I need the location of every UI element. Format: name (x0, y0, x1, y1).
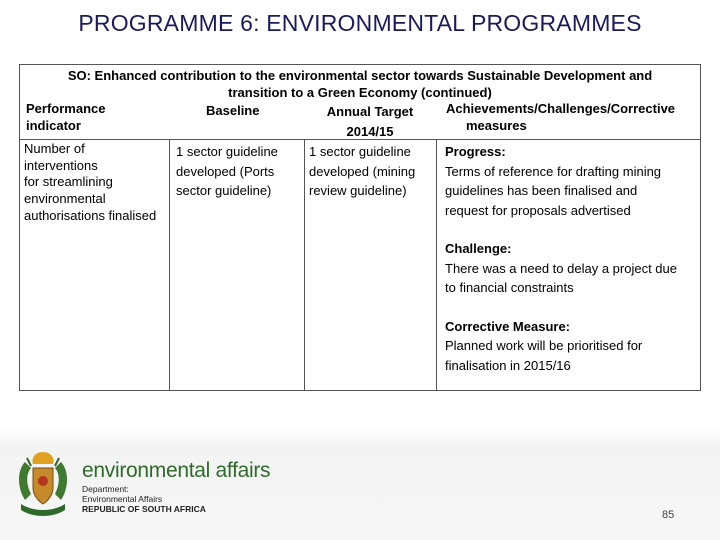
progress-label: Progress: (445, 144, 506, 159)
header-performance-line1: Performance (26, 101, 106, 116)
brand-name: environmental affairs (82, 459, 271, 482)
corrective-block (445, 317, 699, 376)
cell-line: 1 sector guideline (176, 144, 278, 159)
header-divider (20, 139, 700, 140)
cell-line: Terms of reference for drafting mining (445, 163, 662, 179)
column-divider (436, 139, 437, 391)
cell-line: review guideline) (309, 183, 407, 198)
cell-line: request for proposals advertised (445, 202, 631, 218)
header-performance-indicator (26, 100, 105, 134)
header-annual-target (304, 102, 436, 142)
column-divider (304, 139, 305, 391)
cell-line: 1 sector guideline (309, 144, 411, 159)
challenge-label: Challenge: (445, 241, 512, 256)
header-annual-target-line1: Annual Target (326, 104, 414, 119)
cell-line: interventions (24, 157, 98, 173)
republic-label: REPUBLIC OF SOUTH AFRICA (82, 504, 206, 514)
dept-label: Department: (82, 484, 129, 494)
header-performance-line2: indicator (26, 118, 81, 133)
cell-line: authorisations finalised (24, 207, 157, 223)
header-achievements (446, 100, 675, 134)
cell-line: guidelines has been finalised and (445, 183, 638, 198)
challenge-block (445, 239, 699, 298)
coat-of-arms-icon (11, 448, 76, 520)
cell-annual-target (309, 142, 435, 201)
cell-line: developed (mining (309, 163, 416, 179)
progress-block (445, 142, 699, 220)
slide-title: PROGRAMME 6: ENVIRONMENTAL PROGRAMMES (78, 10, 642, 36)
cell-line: developed (Ports (176, 163, 275, 179)
cell-line: environmental (24, 191, 106, 207)
header-achievements-line1: Achievements/Challenges/Corrective (446, 101, 676, 116)
cell-line: for streamlining (24, 174, 113, 190)
department-block (82, 484, 206, 514)
cell-baseline (176, 142, 302, 201)
dept-name: Environmental Affairs (82, 494, 163, 504)
so-title-line1: SO: Enhanced contribution to the environmental sector towards Sustainable Development and (67, 68, 653, 83)
cell-line: Planned work will be prioritised for (445, 338, 643, 353)
so-title-line2: transition to a Green Economy (continued) (228, 85, 492, 100)
results-table (19, 64, 701, 391)
cell-line: sector guideline) (176, 183, 272, 198)
cell-line: to financial constraints (445, 280, 574, 295)
cell-line: finalisation in 2015/16 (445, 357, 571, 373)
cell-performance-indicator (24, 141, 167, 225)
cell-achievements (445, 142, 699, 394)
header-annual-target-line2: 2014/15 (346, 124, 394, 139)
strategic-objective-title (20, 67, 700, 101)
cell-line: Number of (24, 141, 85, 156)
header-achievements-line2: measures (466, 118, 527, 133)
footer-band (0, 426, 720, 540)
cell-line: There was a need to delay a project due (445, 260, 677, 276)
header-baseline: Baseline (206, 103, 260, 118)
corrective-label: Corrective Measure: (445, 318, 570, 334)
page-number: 85 (662, 509, 675, 521)
column-divider (169, 139, 170, 391)
